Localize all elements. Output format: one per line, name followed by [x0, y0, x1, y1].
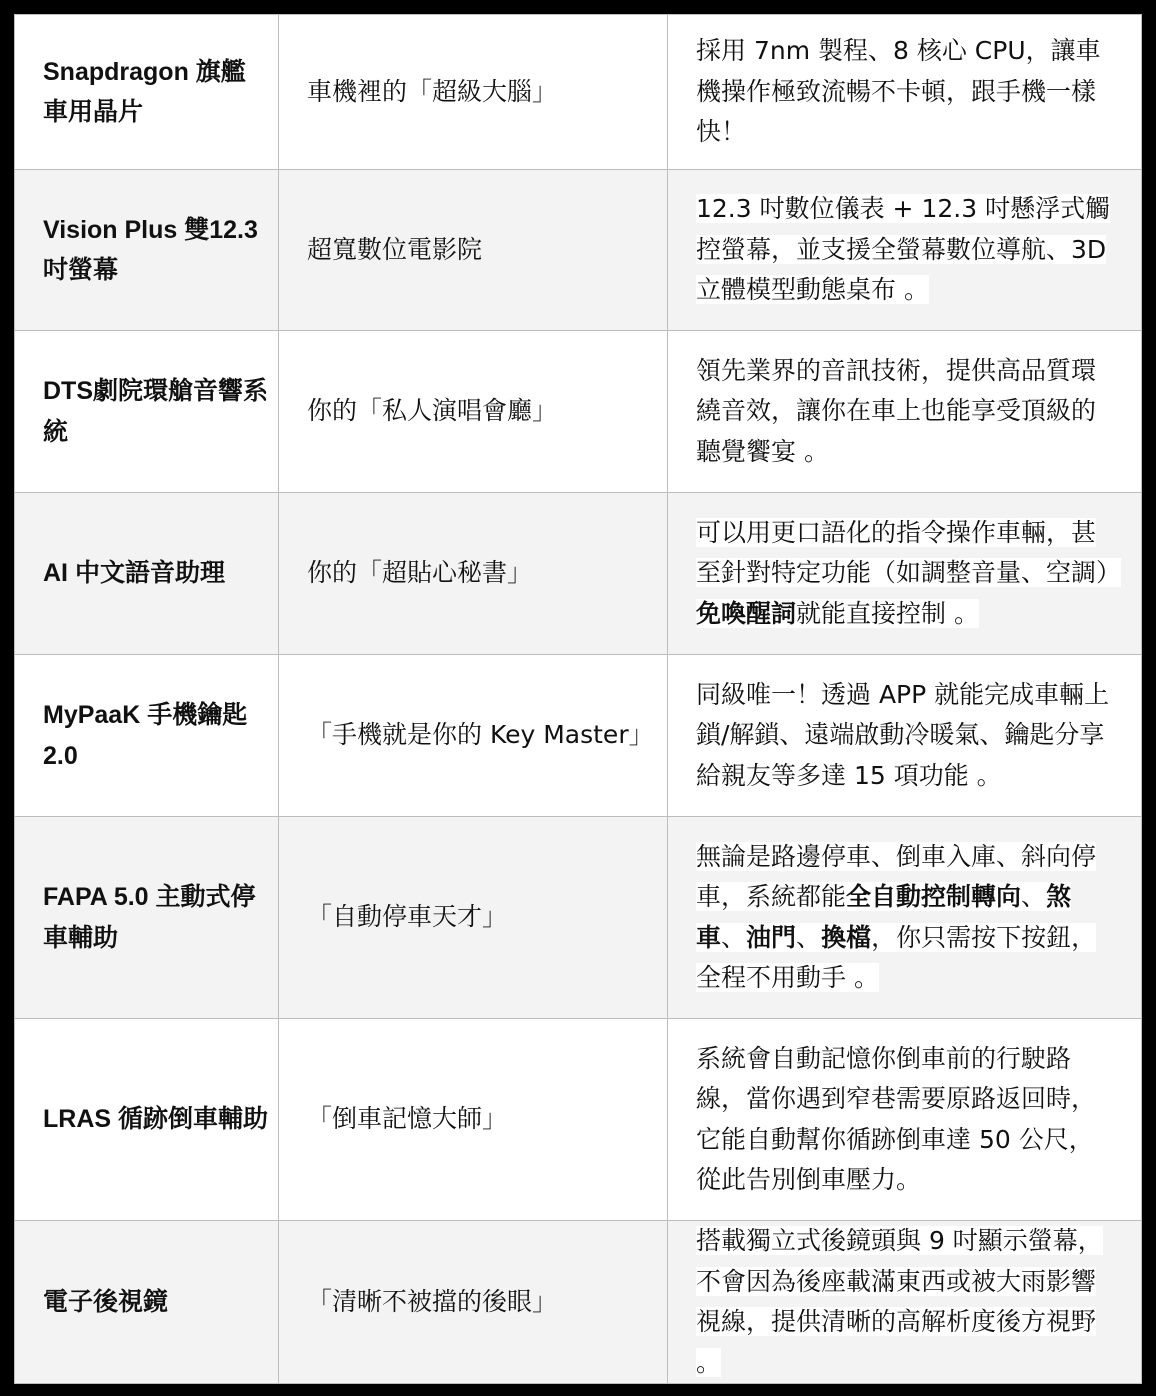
feature-description: [696, 675, 1113, 797]
feature-nickname-cell: [279, 15, 668, 170]
feature-description-cell: [668, 493, 1142, 655]
feature-description-cell: [668, 331, 1142, 493]
feature-nickname: 「清晰不被擋的後眼」: [307, 1286, 558, 1316]
feature-name-cell: [15, 1019, 279, 1221]
table-row: [15, 493, 1142, 655]
description-text: 可以用更口語化的指令操作車輛，甚至針對特定功能（如調整音量、空調）: [696, 517, 1122, 588]
description-text: 、: [796, 922, 822, 952]
description-text: 搭載獨立式後鏡頭與 9 吋顯示螢幕，不會因為後座載滿東西或被大雨影響視線，提供清晰的高解析度後方視野 。: [696, 1226, 1103, 1377]
feature-nickname-cell: [279, 1019, 668, 1221]
description-text: 、: [721, 922, 747, 952]
feature-name: LRAS 循跡倒車輔助: [43, 1105, 269, 1134]
description-bold-text: 免喚醒詞: [696, 598, 797, 628]
feature-name: MyPaaK 手機鑰匙2.0: [43, 701, 248, 770]
feature-name-cell: [15, 493, 279, 655]
description-text: 採用 7nm 製程、8 核心 CPU，讓車機操作極致流暢不卡頓，跟手機一樣快！: [696, 36, 1101, 147]
description-text: ，你只需按下按鈕，全程不用動手 。: [696, 922, 1097, 992]
feature-description-cell: [668, 170, 1142, 331]
feature-nickname-cell: [279, 493, 668, 655]
feature-name: Snapdragon 旗艦車用晶片: [43, 57, 246, 126]
feature-name: AI 中文語音助理: [43, 559, 225, 588]
feature-name: 電子後視鏡: [43, 1287, 169, 1316]
description-text: 、: [1021, 882, 1047, 911]
feature-nickname-cell: [279, 1221, 668, 1384]
description-text: 系統會自動記憶你倒車前的行駛路線，當你遇到窄巷需要原路返回時，它能自動幫你循跡倒車達 50 公尺，從此告別倒車壓力。: [696, 1043, 1097, 1194]
feature-nickname-cell: [279, 170, 668, 331]
table-row: [15, 817, 1142, 1019]
feature-description: [696, 351, 1113, 473]
feature-nickname: 「倒車記憶大師」: [307, 1104, 508, 1134]
table-row: [15, 15, 1142, 170]
feature-name-cell: [15, 655, 279, 817]
feature-name: Vision Plus 雙12.3吋螢幕: [43, 215, 258, 284]
feature-description: [696, 1039, 1113, 1201]
feature-table: [14, 14, 1142, 1384]
feature-description-cell: [668, 655, 1142, 817]
feature-nickname: 超寬數位電影院: [307, 234, 483, 264]
feature-description: [696, 513, 1122, 635]
feature-description-cell: [668, 1221, 1142, 1384]
spec-table-frame: [14, 14, 1142, 1382]
feature-name-cell: [15, 1221, 279, 1384]
feature-description-cell: [668, 15, 1142, 170]
table-row: [15, 655, 1142, 817]
feature-name: FAPA 5.0 主動式停車輔助: [43, 883, 256, 952]
table-row: [15, 1221, 1142, 1384]
feature-name-cell: [15, 15, 279, 170]
description-bold-text: 煞車: [696, 882, 1072, 952]
feature-nickname: 車機裡的「超級大腦」: [307, 76, 558, 106]
feature-description-cell: [668, 817, 1142, 1019]
table-row: [15, 170, 1142, 331]
feature-nickname: 你的「超貼心秘書」: [307, 558, 533, 588]
feature-name-cell: [15, 817, 279, 1019]
feature-name-cell: [15, 331, 279, 493]
feature-nickname: 你的「私人演唱會廳」: [307, 396, 558, 426]
description-bold-text: 換檔: [821, 922, 872, 952]
description-bold-text: 全自動控制轉向: [846, 882, 1022, 911]
feature-name-cell: [15, 170, 279, 331]
feature-description: [696, 1221, 1113, 1383]
feature-nickname: 「手機就是你的 Key Master」: [307, 720, 654, 750]
feature-name: DTS劇院環艙音響系統: [43, 377, 269, 446]
description-text: 就能直接控制 。: [796, 598, 979, 628]
description-text: 同級唯一！透過 APP 就能完成車輛上鎖/解鎖、遠端啟動冷暖氣、鑰匙分享給親友等多達 15 項功能 。: [696, 679, 1110, 790]
feature-nickname-cell: [279, 817, 668, 1019]
description-text: 12.3 吋數位儀表 + 12.3 吋懸浮式觸控螢幕，並支援全螢幕數位導航、3D 立體模型動態桌布 。: [696, 194, 1111, 305]
description-text: 領先業界的音訊技術，提供高品質環繞音效，讓你在車上也能享受頂級的聽覺饗宴 。: [696, 355, 1097, 466]
feature-description-cell: [668, 1019, 1142, 1221]
table-row: [15, 1019, 1142, 1221]
description-text: 無論是路邊停車、倒車入庫、斜向停車，系統都能: [696, 841, 1097, 911]
table-row: [15, 331, 1142, 493]
feature-nickname: 「自動停車天才」: [307, 902, 508, 932]
feature-description: [696, 189, 1113, 311]
feature-nickname-cell: [279, 655, 668, 817]
description-bold-text: 油門: [746, 922, 797, 952]
feature-description: [696, 31, 1113, 153]
feature-description: [696, 837, 1113, 999]
feature-nickname-cell: [279, 331, 668, 493]
